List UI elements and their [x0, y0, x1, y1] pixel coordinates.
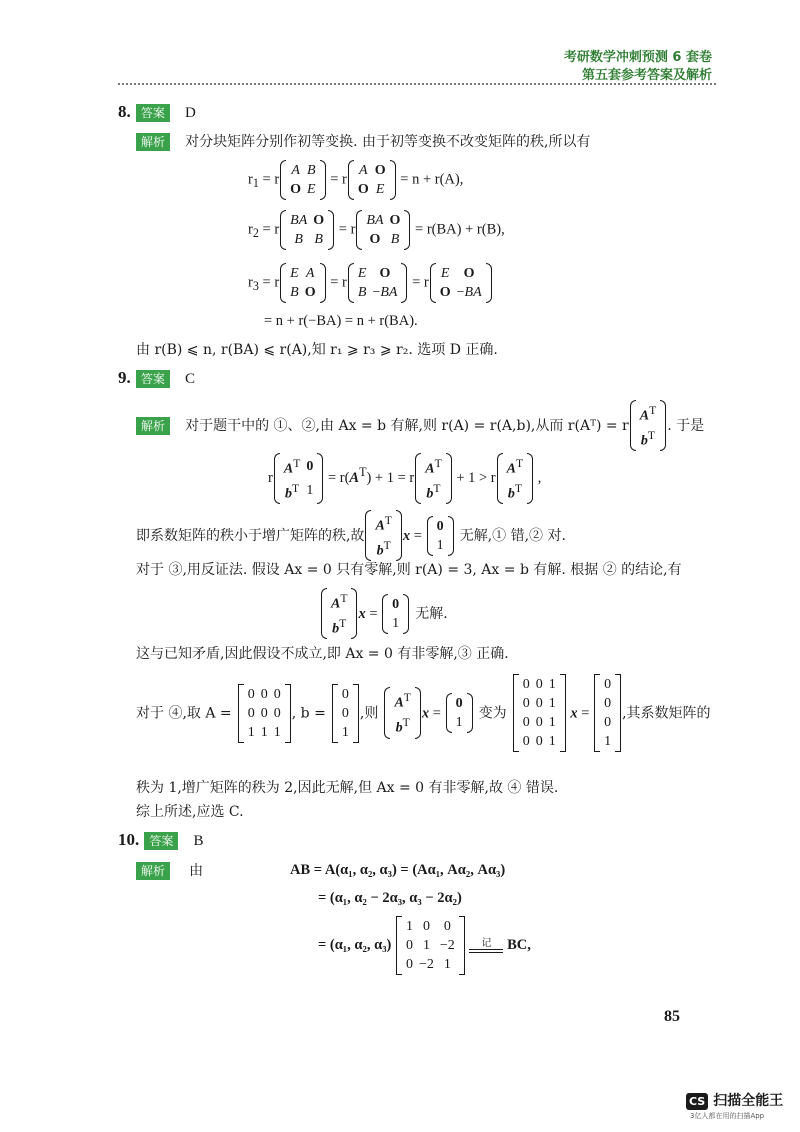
- q8-r1-result: = n + r(A),: [400, 171, 464, 188]
- q9-para5: 对于 ④,取 A = 0 0 0 0 0 0 1 1 1 , b = 0 0 1 ,则 $A^T$ $b^T$ x = 0 1 变为 0 0 1 0 0 1 0 0 1 0 0 1 x = 0 0 0 1 ,其系数矩阵的: [136, 674, 711, 752]
- q8-r1: $r_1 = r$ A B O E = r A O O E = n + r(A),: [248, 160, 463, 200]
- q9-para3: 对于 ③,用反证法. 假设 Ax = 0 只有零解,则 r(A) = 3, Ax = b 有解. 根据 ② 的结论,有: [136, 562, 682, 578]
- q10-analysis-row: [136, 860, 203, 881]
- q9-para5-a: 对于 ④,取 A =: [136, 705, 232, 722]
- q8-number: 8.: [118, 102, 131, 121]
- analysis-badge: 解析: [136, 417, 170, 435]
- q10-def-equals: [469, 949, 503, 953]
- q8-intro: 对分块矩阵分别作初等变换. 由于初等变换不改变矩阵的秩,所以有: [185, 134, 591, 150]
- answer-badge: 答案: [136, 370, 170, 388]
- q9-para1-end: . 于是: [667, 418, 705, 435]
- q9-para3-end: 无解.: [415, 606, 448, 623]
- q10-number: 10.: [118, 830, 140, 849]
- q10-ji-label: 记: [481, 937, 492, 949]
- q9-para5-c: ,则: [359, 705, 379, 722]
- page-number: 85: [664, 1008, 680, 1025]
- camscanner-logo-icon: CS: [686, 1093, 708, 1110]
- q9-para3-equation: $A^T$ $b^T$ x = 0 1 无解.: [320, 588, 448, 639]
- q9-para5-b: , b =: [291, 705, 326, 722]
- header-subtitle: 第五套参考答案及解析: [581, 68, 712, 83]
- q9-para6: 秩为 1,增广矩阵的秩为 2,因此无解,但 Ax = 0 有非零解,故 ④ 错误.: [136, 780, 559, 796]
- q9-answer: C: [184, 371, 195, 387]
- q10-answer: B: [193, 833, 204, 849]
- q10-line3: = (α₁, α₂, α₃) 1 0 0 0 1 −2 0 −2 1 记 BC,: [318, 916, 531, 975]
- analysis-badge: 解析: [136, 862, 170, 880]
- q8-analysis-row: [136, 131, 590, 152]
- q9-answer-row: [118, 368, 195, 388]
- q8-r3: $r_3 = r$ E A B O = r E O B −BA = r E O O −BA: [248, 263, 493, 303]
- q8-answer: D: [184, 105, 196, 121]
- q10-you: 由: [189, 863, 204, 879]
- q8-conclusion: 由 r(B) ⩽ n, r(BA) ⩽ r(A),知 r₁ ⩾ r₃ ⩾ r₂. 选项 D 正确.: [136, 342, 498, 358]
- q9-para5-e: ,其系数矩阵的: [622, 705, 711, 722]
- analysis-badge: 解析: [136, 133, 170, 151]
- header-divider: [118, 83, 716, 85]
- q8-r2-result: = r(BA) + r(B),: [415, 221, 505, 238]
- answer-badge: 答案: [136, 104, 170, 122]
- q9-para2-text: 即系数矩阵的秩小于增广矩阵的秩,故: [136, 528, 365, 545]
- q9-rank-equation: r $A^T$ 0 $b^T$ 1 = $r(A^T) + 1 = r$ $A^T$ $b^T$ + 1 > r $A^T$ $b^T$ ,: [268, 453, 541, 504]
- q8-r3-continued: = n + r(−BA) = n + r(BA).: [264, 313, 418, 329]
- watermark-brand: 扫描全能王: [713, 1093, 784, 1109]
- q10-line2: = (α₁, α₂ − 2α₃, α₃ − 2α₂): [318, 890, 462, 906]
- q9-para2: 即系数矩阵的秩小于增广矩阵的秩,故 $A^T$ $b^T$ x = 0 1 无解,① 错,② 对.: [136, 510, 566, 561]
- q9-para1: 对于题干中的 ①、②,由 Ax = b 有解,则 r(A) = r(A,b),从而 r(Aᵀ) = r: [185, 418, 629, 435]
- q10-line3-a: = (α₁, α₂, α₃): [318, 936, 392, 953]
- header-title: 考研数学冲刺预测 6 套卷: [563, 50, 712, 65]
- q9-para2-end: 无解,① 错,② 对.: [459, 528, 566, 545]
- q9-para7: 综上所述,应选 C.: [136, 804, 244, 820]
- q9-para4: 这与已知矛盾,因此假设不成立,即 Ax = 0 有非零解,③ 正确.: [136, 646, 509, 662]
- q9-analysis-row: 解析 对于题干中的 ①、②,由 Ax = b 有解,则 r(A) = r(A,b),从而 r(Aᵀ) = r $A^T$ $b^T$ . 于是: [136, 400, 704, 451]
- q9-para5-d: 变为: [478, 705, 507, 722]
- watermark-tagline: 3亿人都在用的扫描App: [690, 1112, 765, 1120]
- q8-r2: $r_2 = r$ BA O B B = r BA O O B = r(BA) + r(B),: [248, 210, 505, 250]
- q10-line1: AB = A(α₁, α₂, α₃) = (Aα₁, Aα₂, Aα₃): [290, 862, 506, 878]
- q10-line3-b: BC,: [507, 936, 531, 953]
- q9-number: 9.: [118, 368, 131, 387]
- answer-badge: 答案: [144, 832, 178, 850]
- watermark: [686, 1090, 783, 1110]
- q10-answer-row: [118, 830, 203, 850]
- q8-answer-row: [118, 102, 196, 122]
